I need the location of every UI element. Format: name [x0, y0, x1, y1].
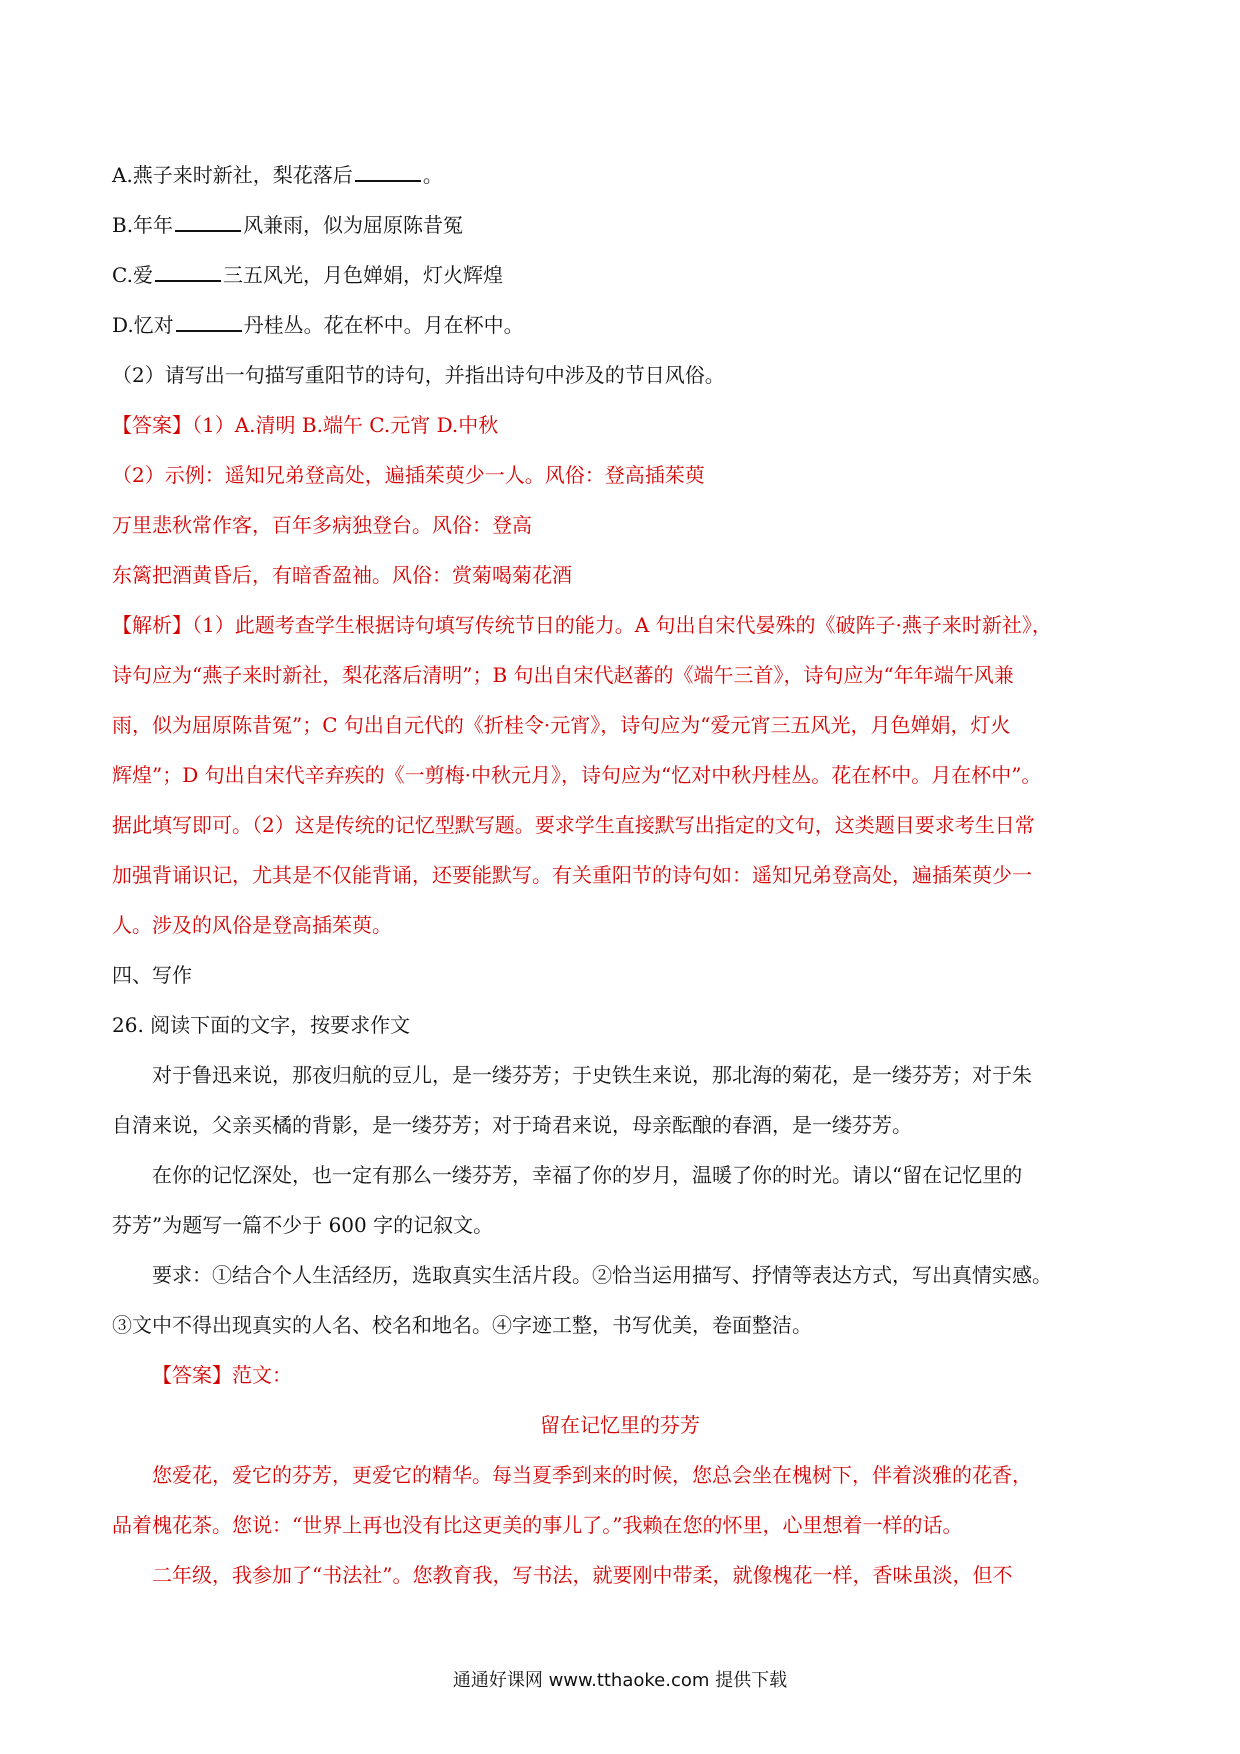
option-d-text: D.忆对 — [112, 313, 174, 337]
fill-blank — [355, 158, 421, 182]
prompt-line: 自清来说，父亲买橘的背影，是一缕芬芳；对于琦君来说，母亲酝酿的春酒，是一缕芬芳。 — [112, 1113, 912, 1137]
fill-blank — [176, 308, 242, 332]
option-b — [112, 200, 1128, 250]
option-a-end: 。 — [422, 163, 443, 187]
answer-line: 【答案】（1）A.清明 B.端午 C.元宵 D.中秋 — [112, 413, 499, 437]
essay-answer-label: 【答案】范文： — [152, 1363, 292, 1387]
option-d — [112, 300, 1128, 350]
option-a-text: A.燕子来时新社，梨花落后 — [112, 163, 353, 187]
prompt-line: 在你的记忆深处，也一定有那么一缕芬芳，幸福了你的岁月，温暖了你的时光。请以“留在记忆里的 — [152, 1163, 1023, 1187]
option-c-end: 三五风光，月色婵娟，灯火辉煌 — [222, 263, 503, 287]
analysis-line: 【解析】（1）此题考查学生根据诗句填写传统节日的能力。A 句出自宋代晏殊的《破阵子·燕子来时新社》， — [112, 613, 1052, 637]
analysis-line: 诗句应为“燕子来时新社，梨花落后清明”；B 句出自宋代赵蕃的《端午三首》，诗句应为“年年端午风兼 — [112, 663, 1014, 687]
page-footer: 通通好课网 www.tthaoke.com 提供下载 — [452, 1670, 788, 1691]
requirements-line: ③文中不得出现真实的人名、校名和地名。④字迹工整，书写优美，卷面整洁。 — [112, 1313, 812, 1337]
document-page — [112, 150, 1128, 1600]
essay-title: 留在记忆里的芬芳 — [540, 1413, 700, 1437]
option-a — [112, 150, 1128, 200]
option-b-end: 风兼雨，似为屈原陈昔冤 — [243, 213, 464, 237]
option-d-end: 丹桂丛。花在杯中。月在杯中。 — [243, 313, 524, 337]
prompt-line: 对于鲁迅来说，那夜归航的豆儿，是一缕芬芳；于史铁生来说，那北海的菊花，是一缕芬芳；对于朱 — [152, 1063, 1032, 1087]
answer-line: 东篱把酒黄昏后，有暗香盈袖。风俗：赏菊喝菊花酒 — [112, 563, 572, 587]
essay-line: 您爱花，爱它的芬芳，更爱它的精华。每当夏季到来的时候，您总会坐在槐树下，伴着淡雅的花香， — [152, 1463, 1032, 1487]
requirements-line: 要求：①结合个人生活经历，选取真实生活片段。②恰当运用描写、抒情等表达方式，写出真情实感。 — [152, 1263, 1052, 1287]
option-c-text: C.爱 — [112, 263, 153, 287]
prompt-line: 芬芳”为题写一篇不少于 600 字的记叙文。 — [112, 1213, 494, 1237]
analysis-line: 雨，似为屈原陈昔冤”；C 句出自元代的《折桂令·元宵》，诗句应为“爱元宵三五风光，月色婵娟，灯火 — [112, 713, 1011, 737]
analysis-line: 加强背诵识记，尤其是不仅能背诵，还要能默写。有关重阳节的诗句如：遥知兄弟登高处，遍插茱萸少一 — [112, 863, 1032, 887]
option-b-text: B.年年 — [112, 213, 174, 237]
essay-line: 二年级，我参加了“书法社”。您教育我，写书法，就要刚中带柔，就像槐花一样，香味虽淡，但不 — [152, 1563, 1013, 1587]
section-heading: 四、写作 — [112, 963, 192, 987]
option-c — [112, 250, 1128, 300]
answer-line: （2）示例：遥知兄弟登高处，遍插茱萸少一人。风俗：登高插茱萸 — [112, 463, 705, 487]
analysis-line: 据此填写即可。（2）这是传统的记忆型默写题。要求学生直接默写出指定的文句，这类题目要求考生日常 — [112, 813, 1035, 837]
analysis-line: 人。涉及的风俗是登高插茱萸。 — [112, 913, 392, 937]
essay-line: 品着槐花茶。您说：“世界上再也没有比这更美的事儿了。”我赖在您的怀里，心里想着一样的话。 — [112, 1513, 963, 1537]
answer-line: 万里悲秋常作客，百年多病独登台。风俗：登高 — [112, 513, 532, 537]
analysis-line: 辉煌”；D 句出自宋代辛弃疾的《一剪梅·中秋元月》，诗句应为“忆对中秋丹桂丛。花在杯中。月在杯中”。 — [112, 763, 1042, 787]
question-26: 26. 阅读下面的文字，按要求作文 — [112, 1013, 411, 1037]
fill-blank — [175, 208, 241, 232]
question-2: （2）请写出一句描写重阳节的诗句，并指出诗句中涉及的节日风俗。 — [112, 363, 725, 387]
fill-blank — [155, 258, 221, 282]
